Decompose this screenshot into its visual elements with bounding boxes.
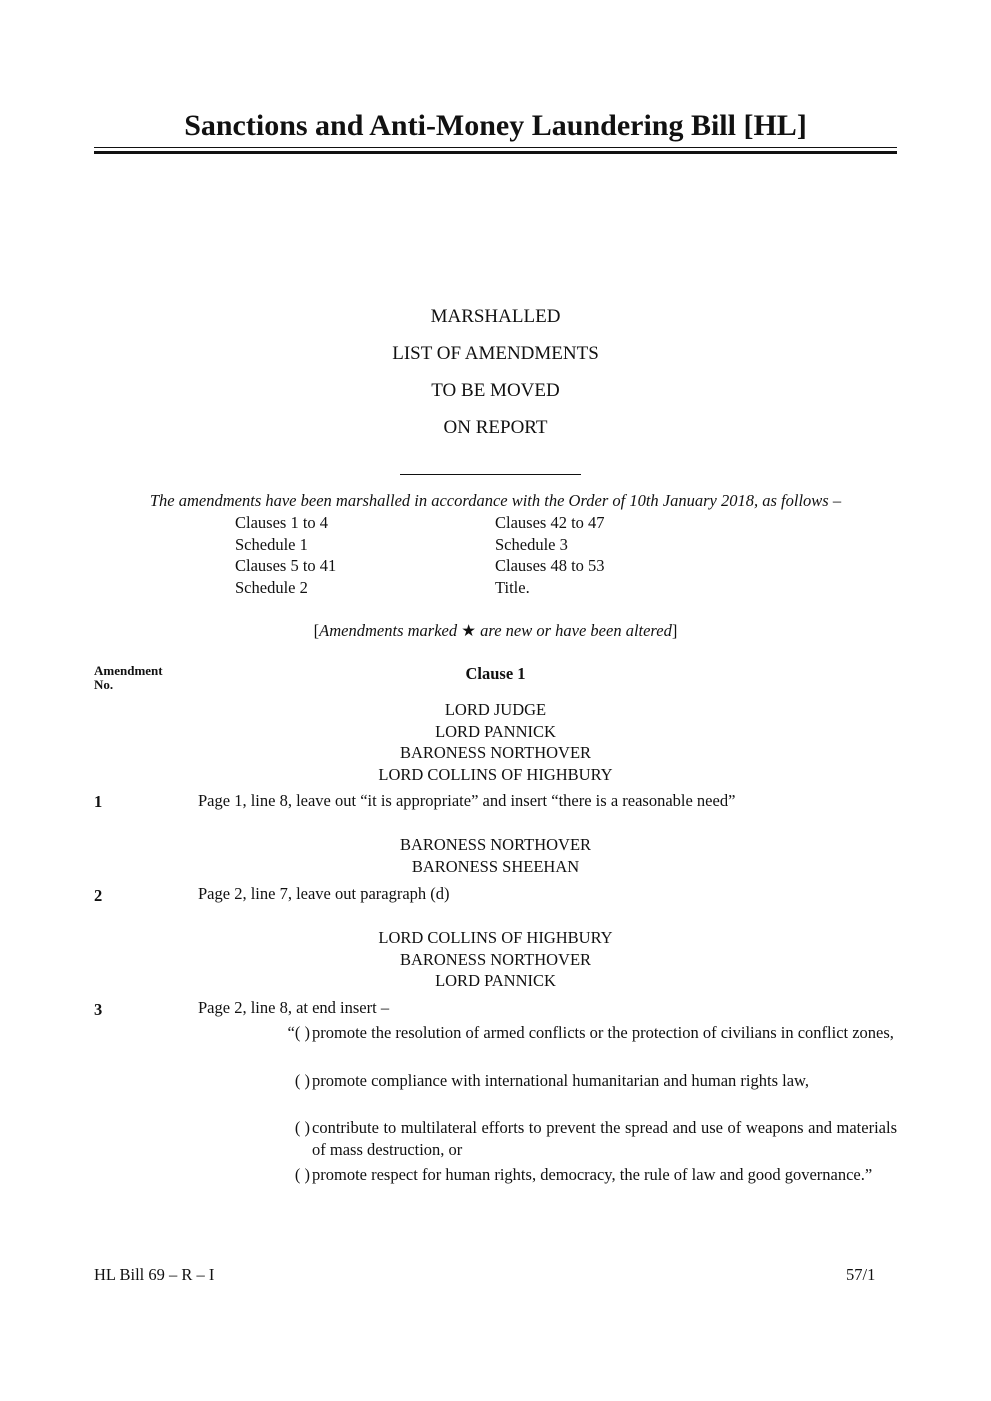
paragraph-text: contribute to multilateral efforts to prevent the spread and use of weapons and materials of mass destruction, or	[312, 1118, 897, 1159]
inserted-paragraph	[250, 1117, 897, 1161]
paragraph-text: promote compliance with international humanitarian and human rights law,	[312, 1071, 809, 1090]
amendment-number: 3	[94, 1000, 103, 1019]
order-list-left	[235, 512, 336, 598]
heading-line-2: LIST OF AMENDMENTS	[392, 343, 599, 364]
page-reference: 57/1	[846, 1265, 876, 1284]
amendment-number: 2	[94, 886, 103, 905]
title-rule-thick	[94, 151, 897, 154]
inserted-paragraph	[250, 1164, 897, 1208]
order-item: Title.	[495, 577, 530, 597]
sponsor-list	[94, 834, 897, 877]
sponsor-name: BARONESS SHEEHAN	[411, 856, 580, 876]
amendment-number: 1	[94, 792, 103, 811]
inserted-paragraph	[250, 1070, 897, 1114]
amendment-number-label: Amendment No.	[94, 663, 163, 692]
paragraph-text: promote the resolution of armed conflicts or the protection of civilians in conflict zones,	[312, 1023, 894, 1042]
inserted-paragraph	[250, 1022, 897, 1066]
section-divider	[400, 474, 581, 475]
bill-reference: HL Bill 69 – R – I	[94, 1265, 215, 1284]
amendment-text: Page 2, line 8, at end insert –	[198, 998, 390, 1017]
heading-line-4: ON REPORT	[443, 417, 548, 438]
sponsor-name: LORD COLLINS OF HIGHBURY	[378, 928, 613, 947]
paragraph-mark: “( )	[287, 1023, 310, 1042]
sponsor-list	[94, 699, 897, 785]
sponsor-list	[94, 927, 897, 992]
star-icon: ★	[461, 621, 477, 640]
order-item: Clauses 48 to 53	[495, 556, 605, 575]
amendment-text: Page 1, line 8, leave out “it is appropriate” and insert “there is a reasonable need”	[198, 791, 736, 810]
sponsor-name: LORD PANNICK	[435, 721, 556, 741]
title-rule-thin	[94, 147, 897, 148]
paragraph-mark: ( )	[294, 1071, 310, 1090]
amendment-note: [Amendments marked ★ are new or have been altered]	[313, 621, 678, 640]
sponsor-name: LORD JUDGE	[444, 700, 547, 719]
document-title: Sanctions and Anti-Money Laundering Bill [HL]	[184, 109, 807, 142]
order-item: Clauses 5 to 41	[235, 556, 337, 575]
sponsor-name: BARONESS NORTHOVER	[399, 835, 592, 854]
sponsor-name: LORD COLLINS OF HIGHBURY	[378, 764, 613, 784]
order-item: Schedule 2	[235, 577, 308, 597]
clause-heading: Clause 1	[465, 664, 526, 683]
order-item: Schedule 3	[495, 534, 568, 554]
heading-line-3: TO BE MOVED	[431, 380, 560, 401]
paragraph-mark: ( )	[294, 1165, 310, 1184]
sponsor-name: BARONESS NORTHOVER	[399, 949, 592, 969]
amendment-text: Page 2, line 7, leave out paragraph (d)	[198, 884, 450, 903]
paragraph-mark: ( )	[294, 1118, 310, 1137]
sponsor-name: LORD PANNICK	[435, 971, 556, 990]
sponsor-name: BARONESS NORTHOVER	[399, 743, 592, 762]
order-item: Clauses 1 to 4	[235, 513, 329, 532]
order-item: Clauses 42 to 47	[495, 513, 605, 532]
heading-line-1: MARSHALLED	[430, 306, 561, 327]
order-list-right	[495, 512, 605, 598]
paragraph-text: promote respect for human rights, democracy, the rule of law and good governance.”	[312, 1165, 873, 1184]
marshalling-intro: The amendments have been marshalled in accordance with the Order of 10th January 2018, as follows –	[149, 491, 842, 510]
order-item: Schedule 1	[235, 534, 308, 554]
